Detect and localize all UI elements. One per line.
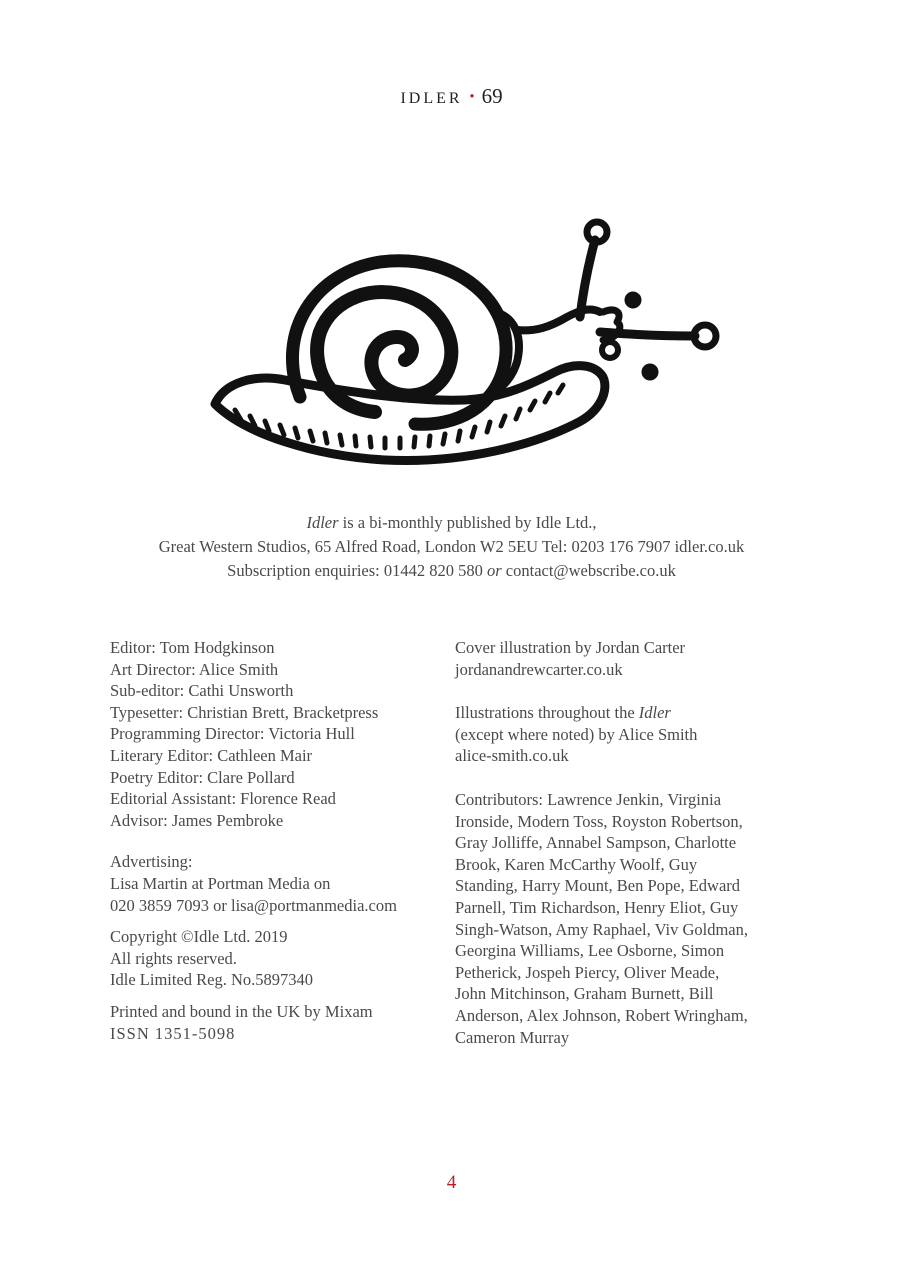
staff-list (110, 637, 440, 831)
contributors-line: Petherick, Jospeh Piercy, Oliver Meade, (455, 962, 720, 982)
magazine-name: IDLER (400, 90, 463, 107)
contributors-line: Singh-Watson, Amy Raphael, Viv Goldman, (455, 919, 748, 939)
right-column (455, 637, 785, 1048)
left-column (110, 637, 440, 1044)
issn-line: ISSN 1351-5098 (110, 1023, 236, 1043)
illustrations-line-1: Illustrations throughout the Idler (455, 703, 671, 723)
staff-item: Typesetter: Christian Brett, Bracketpress (110, 702, 379, 722)
copyright-line: Idle Limited Reg. No.5897340 (110, 970, 314, 990)
advertising-line: Advertising: (110, 852, 193, 872)
illustrations-credit (455, 702, 785, 767)
contributors-line: Ironside, Modern Toss, Royston Robertson, (455, 811, 743, 831)
issue-number: 69 (481, 84, 503, 108)
publication-info (0, 511, 903, 583)
staff-item: Sub-editor: Cathi Unsworth (110, 681, 294, 701)
copyright-block (110, 926, 440, 991)
contributors-line: Standing, Harry Mount, Ben Pope, Edward (455, 876, 741, 896)
printing-block (110, 1001, 440, 1044)
snail-icon (205, 212, 735, 470)
staff-item: Poetry Editor: Clare Pollard (110, 767, 295, 787)
running-header (0, 84, 903, 109)
copyright-line: Copyright ©Idle Ltd. 2019 (110, 927, 288, 947)
staff-item: Literary Editor: Cathleen Mair (110, 745, 313, 765)
header-separator: · (468, 84, 476, 108)
contributors-line: Georgina Williams, Lee Osborne, Simon (455, 941, 725, 961)
contributors-line: Brook, Karen McCarthy Woolf, Guy (455, 854, 698, 874)
staff-item: Advisor: James Pembroke (110, 810, 284, 830)
advertising-line: 020 3859 7093 or lisa@portmanmedia.com (110, 895, 397, 915)
contributors-line: Anderson, Alex Johnson, Robert Wringham, (455, 1005, 748, 1025)
advertising-block (110, 851, 440, 916)
staff-item: Art Director: Alice Smith (110, 659, 279, 679)
printer-line: Printed and bound in the UK by Mixam (110, 1001, 373, 1021)
contributors-line: Gray Jolliffe, Annabel Sampson, Charlotte (455, 833, 737, 853)
illustrations-website: alice-smith.co.uk (455, 746, 569, 766)
contributors-line: Cameron Murray (455, 1027, 570, 1047)
contributors-line: Parnell, Tim Richardson, Henry Eliot, Guy (455, 897, 739, 917)
advertising-line: Lisa Martin at Portman Media on (110, 873, 331, 893)
contributors-block (455, 789, 785, 1048)
illustrations-line-2: (except where noted) by Alice Smith (455, 724, 698, 744)
idler-title-italic: Idler (306, 513, 339, 532)
cover-line: Cover illustration by Jordan Carter (455, 638, 686, 657)
staff-item: Programming Director: Victoria Hull (110, 724, 355, 744)
staff-item: Editor: Tom Hodgkinson (110, 638, 275, 657)
subscription-line: Subscription enquiries: 01442 820 580 or contact@webscribe.co.uk (227, 561, 676, 580)
contributors-line: John Mitchinson, Graham Burnett, Bill (455, 984, 714, 1004)
cover-website: jordanandrewcarter.co.uk (455, 659, 623, 679)
intro-line-1: Idler is a bi-monthly published by Idle Ltd., (306, 513, 597, 532)
address-line: Great Western Studios, 65 Alfred Road, London W2 5EU Tel: 0203 176 7907 idler.co.uk (158, 537, 745, 556)
page-number: 4 (446, 1172, 457, 1193)
copyright-line: All rights reserved. (110, 948, 237, 968)
contributors-line: Contributors: Lawrence Jenkin, Virginia (455, 789, 722, 809)
cover-credit (455, 637, 785, 680)
staff-item: Editorial Assistant: Florence Read (110, 789, 336, 809)
